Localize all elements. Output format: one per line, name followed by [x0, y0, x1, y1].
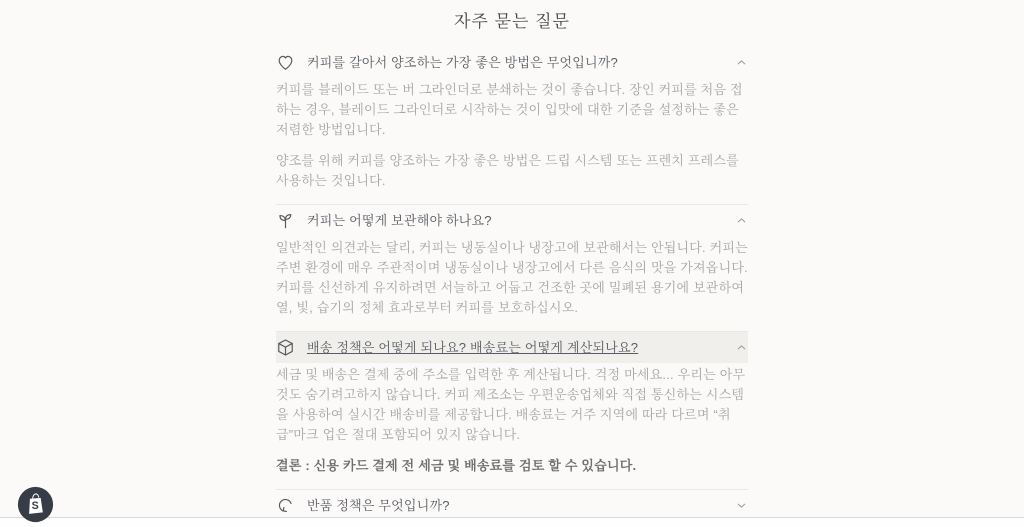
chevron-up-icon — [735, 341, 748, 354]
faq-section — [276, 47, 748, 522]
faq-answer — [276, 78, 748, 204]
faq-question-text: 커피를 갈아서 양조하는 가장 좋은 방법은 무엇입니까? — [307, 54, 618, 70]
faq-item — [276, 205, 748, 332]
faq-answer-paragraph: 양조를 위해 커피를 양조하는 가장 좋은 방법은 드립 시스템 또는 프렌치 프레스를 사용하는 것입니다. — [276, 153, 739, 188]
shopify-logo-icon — [17, 486, 54, 523]
page-title: 자주 묻는 질문 — [454, 12, 570, 31]
faq-item — [276, 47, 748, 205]
return-arrow-icon — [276, 496, 295, 515]
package-icon — [276, 338, 295, 357]
faq-answer-paragraph: 커피를 블레이드 또는 버 그라인더로 분쇄하는 것이 좋습니다. 장인 커피를 처음 접하는 경우, 블레이드 그라인더로 시작하는 것이 입맛에 대한 기준을 설정하는 좋은 저렴한 방법입니다. — [276, 82, 743, 137]
faq-answer-conclusion: 결론 : 신용 카드 결제 전 세금 및 배송료를 검토 할 수 있습니다. — [276, 458, 637, 473]
shopify-badge[interactable] — [17, 486, 54, 523]
faq-item — [276, 332, 748, 490]
faq-question-row[interactable] — [276, 205, 748, 236]
svg-text:S: S — [31, 499, 39, 512]
faq-question-text: 커피는 어떻게 보관해야 하나요? — [307, 212, 492, 228]
heart-icon — [276, 53, 295, 72]
footer-divider — [0, 517, 1024, 527]
faq-answer-paragraph: 일반적인 의견과는 달리, 커피는 냉동실이나 냉장고에 보관해서는 안됩니다. 커피는 주변 환경에 매우 주관적이며 냉동실이나 냉장고에서 다른 음식의 맛을 가져옵니다. 커피를 신선하게 유지하려면 서늘하고 어둡고 건조한 곳에 밀폐된 용기에 보관하여 열, 빛, 습기의 정체 효과로부터 커피를 보호하십시오. — [276, 240, 748, 315]
faq-question-row[interactable] — [276, 47, 748, 78]
chevron-up-icon — [735, 214, 748, 227]
chevron-down-icon — [735, 499, 748, 512]
faq-answer — [276, 236, 748, 331]
faq-answer — [276, 363, 748, 489]
chevron-up-icon — [735, 56, 748, 69]
faq-question-row[interactable] — [276, 332, 748, 363]
faq-list — [276, 47, 748, 522]
faq-answer-paragraph: 세금 및 배송은 결제 중에 주소를 입력한 후 계산됩니다. 걱정 마세요... 우리는 아무것도 숨기려고하지 않습니다. 커피 제조소는 우편운송업체와 직접 통신하는 시스템을 사용하여 실시간 배송비를 제공합니다. 배송료는 거주 지역에 따라 다르며 “취급”마크 업은 절대 포함되어 있지 않습니다. — [276, 367, 746, 442]
faq-question-text: 반품 정책은 무엇입니까? — [307, 497, 450, 513]
seedling-icon — [276, 211, 295, 230]
faq-question-text: 배송 정책은 어떻게 되나요? 배송료는 어떻게 계산되나요? — [307, 339, 639, 355]
